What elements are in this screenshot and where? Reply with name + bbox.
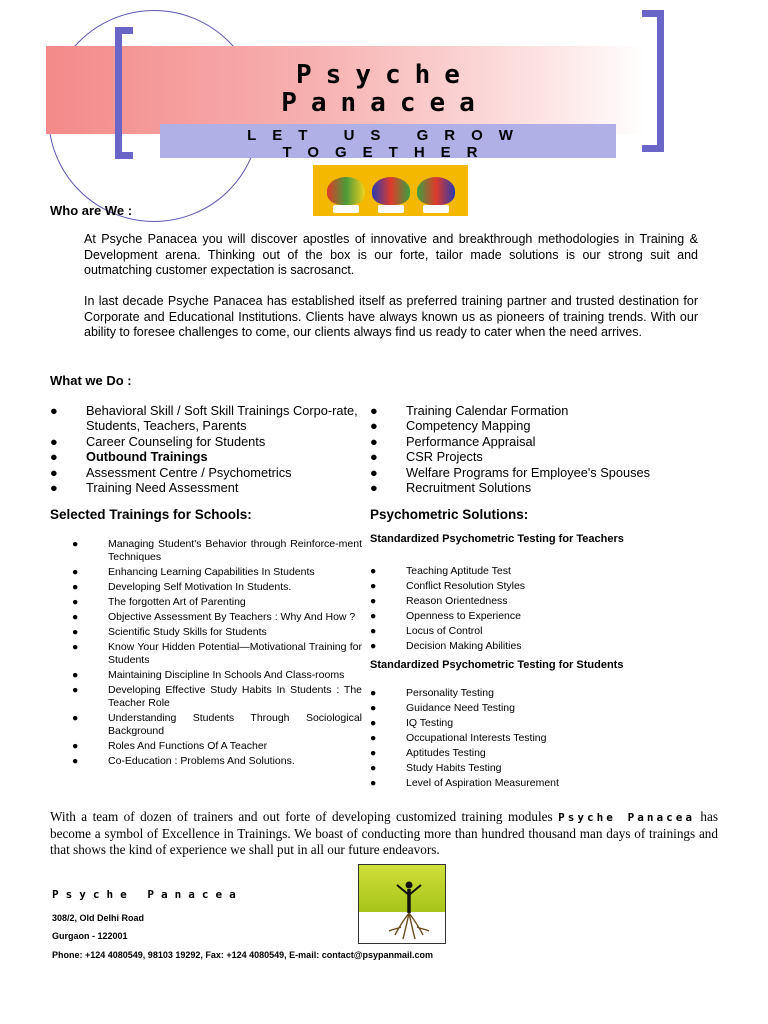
list-item: ● Maintaining Discipline In Schools And Class-rooms [72, 669, 345, 681]
schools-heading: Selected Trainings for Schools: [50, 507, 252, 522]
who-heading: Who are We : [50, 203, 133, 218]
list-item: ● Recruitment Solutions [370, 480, 532, 496]
list-item: ● Decision Making Abilities [370, 640, 522, 652]
teachers-list [370, 564, 700, 654]
list-item: ● Managing Student's Behavior through Reinforce-ment Techniques [72, 538, 362, 563]
list-item: ● Know Your Hidden Potential—Motivational Training for Students [72, 641, 362, 666]
footer-address-line2: Gurgaon - 122001 [52, 931, 128, 941]
closing-paragraph [50, 809, 718, 858]
list-item: ● Performance Appraisal [370, 433, 536, 449]
list-item: ● Co-Education : Problems And Solutions. [72, 755, 295, 767]
list-item: ● Aptitudes Testing [370, 747, 486, 759]
psycho-heading: Psychometric Solutions: [370, 507, 529, 522]
list-item: ● Teaching Aptitude Test [370, 565, 511, 577]
list-item: ● Behavioral Skill / Soft Skill Trainings Corpo-rate, Students, Teachers, Parents [50, 403, 358, 434]
list-item: ● Level of Aspiration Measurement [370, 777, 559, 789]
students-list [370, 686, 700, 791]
closing-text-pre: With a team of dozen of trainers and out forte of developing customized training modules [50, 809, 559, 824]
teachers-subheading: Standardized Psychometric Testing for Teachers [370, 533, 624, 545]
schools-list [72, 538, 362, 770]
head-icon [327, 177, 365, 205]
tree-person-logo [358, 864, 446, 944]
list-item: ● Enhancing Learning Capabilities In Students [72, 566, 315, 578]
list-item: ● Developing Self Motivation In Students. [72, 581, 292, 593]
tagline: LET US GROW TOGETHER [247, 127, 529, 161]
what-right-list [370, 403, 710, 495]
list-item: ● Career Counseling for Students [50, 433, 266, 449]
footer-address-line1: 308/2, Old Delhi Road [52, 913, 145, 923]
list-item: ● Understanding Students Through Sociological Background [72, 712, 362, 737]
what-left-list [50, 403, 364, 495]
list-item: ● Scientific Study Skills for Students [72, 626, 267, 638]
colorful-heads-image [313, 165, 468, 216]
footer-contact: Phone: +124 4080549, 98103 19292, Fax: +124 4080549, E-mail: contact@psypanmail.com [52, 950, 433, 960]
list-item: ● Training Calendar Formation [370, 403, 569, 418]
brand-title-line1: Psyche [296, 60, 474, 90]
list-item: ● Personality Testing [370, 687, 494, 699]
list-item: ● Competency Mapping [370, 418, 531, 434]
list-item: ● Locus of Control [370, 625, 483, 637]
list-item: ● Openness to Experience [370, 610, 521, 622]
list-item: ● Developing Effective Study Habits In Students : The Teacher Role [72, 684, 362, 709]
list-item: ● Occupational Interests Testing [370, 732, 547, 744]
list-item: ● Roles And Functions Of A Teacher [72, 740, 268, 752]
list-item: ● The forgotten Art of Parenting [72, 596, 246, 608]
tree-person-icon [359, 865, 445, 943]
who-paragraph-1: At Psyche Panacea you will discover apostles of innovative and breakthrough methodologies in Training & Development arena. Thinking out of the box is our forte, tailor made solutions is our strong suit and outmatching customer expectation is sacrosanct. [84, 232, 698, 277]
head-icon [372, 177, 410, 205]
footer-brand: Psyche Panacea [52, 888, 243, 901]
list-item: ● Training Need Assessment [50, 480, 239, 496]
left-bracket-icon [115, 27, 133, 159]
list-item: ● CSR Projects [370, 449, 483, 465]
list-item: ● Outbound Trainings [50, 449, 208, 465]
who-paragraph-2: In last decade Psyche Panacea has established itself as preferred training partner and trusted destination for Corporate and Educational Institutions. Clients have always known us as pioneers of training trends. With our ability to foresee challenges to come, our clients always find us ready to cater when the need arrives. [84, 294, 698, 339]
head-icon [417, 177, 455, 205]
right-bracket-icon [642, 10, 664, 152]
closing-text-post: has become a symbol of Excellence in Trainings. We boast of conducting more than hundred thousand man days of trainings and that shows the kind of experience we shall put in all our future endeavors. [50, 809, 718, 857]
what-heading: What we Do : [50, 373, 132, 388]
list-item: ● Guidance Need Testing [370, 702, 515, 714]
students-subheading: Standardized Psychometric Testing for Students [370, 659, 624, 671]
list-item: ● Objective Assessment By Teachers : Why And How ? [72, 611, 356, 623]
brand-title-line2: Panacea [281, 88, 489, 118]
list-item: ● IQ Testing [370, 717, 454, 729]
list-item: ● Reason Orientedness [370, 595, 508, 607]
list-item: ● Assessment Centre / Psychometrics [50, 464, 292, 480]
closing-brand: Psyche Panacea [558, 811, 695, 824]
list-item: ● Welfare Programs for Employee's Spouses [370, 464, 651, 480]
list-item: ● Study Habits Testing [370, 762, 502, 774]
list-item: ● Conflict Resolution Styles [370, 580, 526, 592]
